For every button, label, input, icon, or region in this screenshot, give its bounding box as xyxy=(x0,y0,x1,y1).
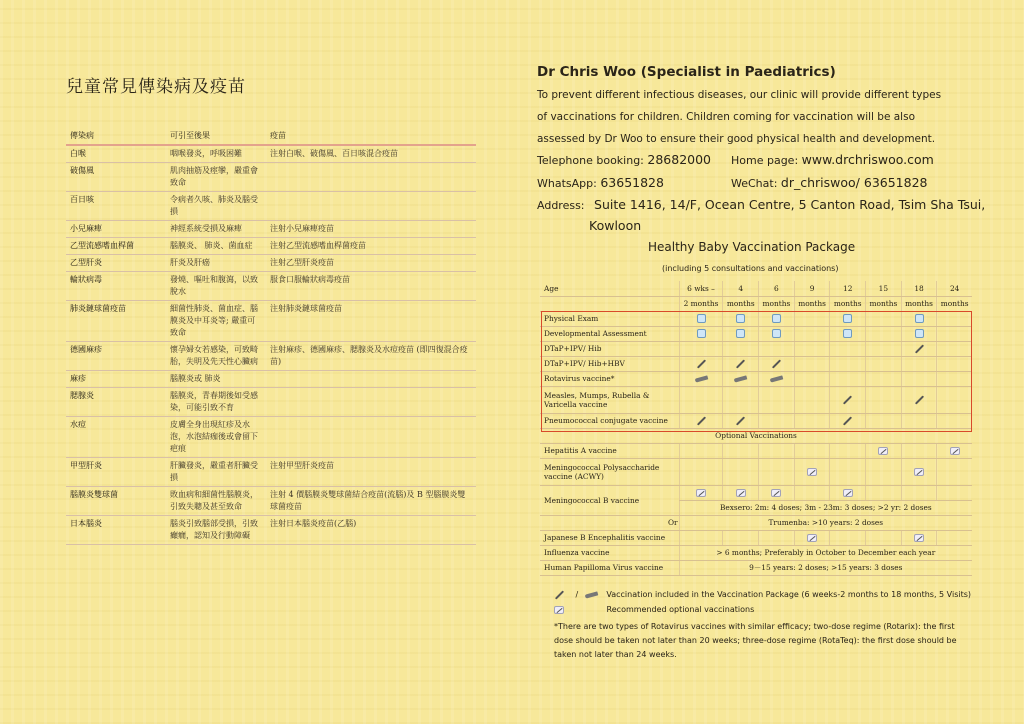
table-row xyxy=(66,342,476,371)
disease-effect: 神經系統受損及麻痺 xyxy=(166,221,266,238)
optional-row-trumenba xyxy=(540,515,972,530)
vaccine-label: Influenza vaccine xyxy=(540,545,679,560)
vaccine-label: DTaP+IPV/ Hib+HBV xyxy=(540,356,679,371)
vaccine-label: Human Papilloma Virus vaccine xyxy=(540,560,679,575)
age-col: 9 xyxy=(794,281,830,296)
legend-separator: / xyxy=(575,590,579,599)
age-unit: months xyxy=(901,296,937,311)
tel-label: Telephone booking: xyxy=(537,154,644,167)
wechat xyxy=(731,175,928,190)
legend-included-text: Vaccination included in the Vaccination Package (6 weeks-2 months to 18 months, 5 Visits) xyxy=(606,590,972,599)
age-col: 18 xyxy=(901,281,937,296)
table-row xyxy=(66,163,476,192)
disease-name: 腦膜炎雙球菌 xyxy=(66,487,166,516)
disease-vaccine: 注射乙型肝炎疫苗 xyxy=(266,255,476,272)
age-col: 12 xyxy=(830,281,866,296)
table-row xyxy=(66,516,476,545)
package-title: Healthy Baby Vaccination Package xyxy=(648,240,856,254)
package-subtitle: (including 5 consultations and vaccinations) xyxy=(662,264,839,273)
address-line-2: Kowloon xyxy=(589,218,642,233)
age-unit: 2 months xyxy=(679,296,723,311)
disease-effect: 皮膚全身出現紅疹及水泡，水泡結痂後或會留下疤痕 xyxy=(166,417,266,458)
disease-effect: 腦炎引致腦部受損，引致 癲癇，認知及行動障礙 xyxy=(166,516,266,545)
bexsero-note: Bexsero: 2m: 4 doses; 3m - 23m: 3 doses; >2 yr: 2 doses xyxy=(679,500,972,515)
disease-name: 甲型肝炎 xyxy=(66,458,166,487)
doctor-name: Dr Chris Woo (Specialist in Paediatrics) xyxy=(537,64,836,80)
disease-effect: 懷孕婦女若感染，可致畸胎，失明及先天性心臟病 xyxy=(166,342,266,371)
vaccine-label: Japanese B Encephalitis vaccine xyxy=(540,530,679,545)
package-highlight-box xyxy=(541,311,972,432)
optional-row-acwy xyxy=(540,458,972,485)
age-col: 4 xyxy=(723,281,759,296)
whatsapp xyxy=(537,175,664,190)
optional-vaccine-icon xyxy=(771,489,781,497)
intro-line: assessed by Dr Woo to ensure their good physical health and development. xyxy=(537,133,936,145)
vaccine-label: Meningococcal B vaccine xyxy=(540,485,679,515)
disease-effect: 細菌性肺炎、菌血症、腦膜炎及中耳炎等; 嚴重可致命 xyxy=(166,301,266,342)
home-label: Home page: xyxy=(731,154,799,167)
disease-effect: 腦膜炎或 肺炎 xyxy=(166,371,266,388)
trumenba-note: Trumenba: >10 years: 2 doses xyxy=(679,515,972,530)
age-unit: months xyxy=(794,296,830,311)
disease-vaccine xyxy=(266,371,476,388)
disease-vaccine xyxy=(266,192,476,221)
vaccine-label: Meningococcal Polysaccharide vaccine (ACWY) xyxy=(540,458,679,485)
whatsapp-number: 63651828 xyxy=(600,175,664,190)
optional-row-je xyxy=(540,530,972,545)
address-label: Address: xyxy=(537,199,585,212)
vaccine-label: Measles, Mumps, Rubella & Varicella vaccine xyxy=(540,386,679,413)
optional-vaccine-icon xyxy=(736,489,746,497)
disease-effect: 腦膜炎、 肺炎、菌血症 xyxy=(166,238,266,255)
table-row xyxy=(66,192,476,221)
home-page xyxy=(731,152,934,167)
optional-vaccine-icon xyxy=(807,468,817,476)
disease-effect: 發燒、嘔吐和腹瀉，以致脫水 xyxy=(166,272,266,301)
vaccine-label: Developmental Assessment xyxy=(540,326,679,341)
age-col: 6 wks – xyxy=(679,281,723,296)
age-unit-row xyxy=(540,296,972,311)
left-page-title: 兒童常見傳染病及疫苗 xyxy=(66,77,246,97)
table-row xyxy=(66,221,476,238)
age-unit: months xyxy=(866,296,902,311)
optional-row-hpv xyxy=(540,560,972,575)
table-row xyxy=(66,238,476,255)
disease-vaccine: 注射日本腦炎疫苗(乙腦) xyxy=(266,516,476,545)
age-col: 15 xyxy=(866,281,902,296)
disease-effect: 肝炎及肝癌 xyxy=(166,255,266,272)
age-unit: months xyxy=(830,296,866,311)
intro-paragraph xyxy=(537,84,967,150)
table-row xyxy=(66,371,476,388)
disease-vaccine: 注射甲型肝炎疫苗 xyxy=(266,458,476,487)
optional-vaccine-icon xyxy=(843,489,853,497)
tel-number: 28682000 xyxy=(647,152,712,167)
disease-effect: 咽喉發炎，呼吸困難 xyxy=(166,145,266,163)
spoon-icon xyxy=(585,591,599,598)
age-unit: months xyxy=(723,296,759,311)
disease-effect: 肌肉抽筋及痙攣，嚴重會致命 xyxy=(166,163,266,192)
age-unit: months xyxy=(759,296,795,311)
optional-vaccine-icon xyxy=(696,489,706,497)
intro-line: To prevent different infectious diseases, our clinic will provide different types xyxy=(537,89,942,101)
optional-vaccine-icon xyxy=(914,468,924,476)
disease-name: 肺炎鏈球菌疫苗 xyxy=(66,301,166,342)
whatsapp-label: WhatsApp: xyxy=(537,177,597,190)
flu-note: > 6 months; Preferably in October to December each year xyxy=(679,545,972,560)
disease-name: 腮腺炎 xyxy=(66,388,166,417)
disease-vaccine xyxy=(266,417,476,458)
disease-name: 小兒麻痺 xyxy=(66,221,166,238)
vaccine-label: Physical Exam xyxy=(540,311,679,326)
age-col: 6 xyxy=(759,281,795,296)
hpv-note: 9－15 years: 2 doses; >15 years: 3 doses xyxy=(679,560,972,575)
disease-name: 破傷風 xyxy=(66,163,166,192)
disease-table-header xyxy=(66,127,476,145)
disease-vaccine: 注射麻疹、德國麻疹、腮腺炎及水痘疫苗 (即四復混合疫苗) xyxy=(266,342,476,371)
table-row xyxy=(66,145,476,163)
optional-row-hepa xyxy=(540,443,972,458)
wechat-id: dr_chriswoo/ 63651828 xyxy=(780,175,928,190)
rotavirus-footnote: *There are two types of Rotavirus vaccines with similar efficacy; two-dose regime (Rotarix): the first dose should be taken not later than 20 weeks; three-dose regime (RotaTeq): the first dose should be taken not later than 24 weeks. xyxy=(554,622,957,659)
disease-effect: 令病者久咳、肺炎及腦受損 xyxy=(166,192,266,221)
disease-effect: 肝臟發炎，嚴重者肝臟受損 xyxy=(166,458,266,487)
optional-row-menb-icons xyxy=(540,485,972,500)
needle-icon xyxy=(555,590,564,599)
telephone-booking xyxy=(537,152,711,167)
vaccine-label: Hepatitis A vaccine xyxy=(540,443,679,458)
age-unit: months xyxy=(937,296,972,311)
disease-name: 百日咳 xyxy=(66,192,166,221)
header-vaccine: 疫苗 xyxy=(266,127,476,145)
table-row xyxy=(66,272,476,301)
age-label: Age xyxy=(540,281,679,296)
disease-effect: 腦膜炎，青春期後如受感染，可能引致不育 xyxy=(166,388,266,417)
disease-vaccine: 注射 4 價腦膜炎雙球菌結合疫苗(流腦)及 B 型腦膜炎雙球菌疫苗 xyxy=(266,487,476,516)
disease-name: 日本腦炎 xyxy=(66,516,166,545)
age-col: 24 xyxy=(937,281,972,296)
address xyxy=(537,197,985,212)
disease-table xyxy=(66,127,476,545)
disease-name: 德國麻疹 xyxy=(66,342,166,371)
disease-name: 輪狀病毒 xyxy=(66,272,166,301)
header-disease: 傳染病 xyxy=(66,127,166,145)
table-row xyxy=(66,388,476,417)
vaccine-label: DTaP+IPV/ Hib xyxy=(540,341,679,356)
wechat-label: WeChat: xyxy=(731,177,778,190)
optional-vaccine-icon xyxy=(807,534,817,542)
home-url[interactable]: www.drchriswoo.com xyxy=(801,152,934,167)
table-row xyxy=(66,487,476,516)
disease-vaccine: 注射乙型流感嗜血桿菌疫苗 xyxy=(266,238,476,255)
optional-vaccine-icon xyxy=(950,447,960,455)
optional-vaccine-icon xyxy=(878,447,888,455)
age-header-row xyxy=(540,281,972,296)
disease-name: 水痘 xyxy=(66,417,166,458)
disease-effect: 敗血病和細菌性腦膜炎，引致失聰及甚至致命 xyxy=(166,487,266,516)
legend-optional-text: Recommended optional vaccinations xyxy=(606,605,755,614)
vaccine-label: Rotavirus vaccine* xyxy=(540,371,679,386)
table-row xyxy=(66,255,476,272)
optional-vaccine-icon xyxy=(914,534,924,542)
vaccine-label: Pneumococcal conjugate vaccine xyxy=(540,413,679,428)
disease-name: 麻疹 xyxy=(66,371,166,388)
table-row xyxy=(66,458,476,487)
disease-vaccine xyxy=(266,163,476,192)
disease-vaccine: 注射白喉、破傷風、百日咳混合疫苗 xyxy=(266,145,476,163)
table-row xyxy=(66,417,476,458)
optional-vaccine-icon xyxy=(554,606,564,614)
disease-name: 白喉 xyxy=(66,145,166,163)
disease-vaccine xyxy=(266,388,476,417)
header-effect: 可引至後果 xyxy=(166,127,266,145)
disease-name: 乙型流感嗜血桿菌 xyxy=(66,238,166,255)
optional-row-flu xyxy=(540,545,972,560)
legend-included xyxy=(554,590,971,599)
optional-vaccinations-label: Optional Vaccinations xyxy=(540,428,972,443)
disease-vaccine: 注射肺炎鏈球菌疫苗 xyxy=(266,301,476,342)
disease-name: 乙型肝炎 xyxy=(66,255,166,272)
intro-line: of vaccinations for children. Children coming for vaccination will be also xyxy=(537,111,915,123)
address-line-1: Suite 1416, 14/F, Ocean Centre, 5 Canton Road, Tsim Sha Tsui, xyxy=(594,197,986,212)
disease-vaccine: 服食口服輪狀病毒疫苗 xyxy=(266,272,476,301)
table-row xyxy=(66,301,476,342)
or-label: Or xyxy=(540,515,679,530)
legend-optional xyxy=(554,605,754,614)
disease-vaccine: 注射小兒麻痺疫苗 xyxy=(266,221,476,238)
